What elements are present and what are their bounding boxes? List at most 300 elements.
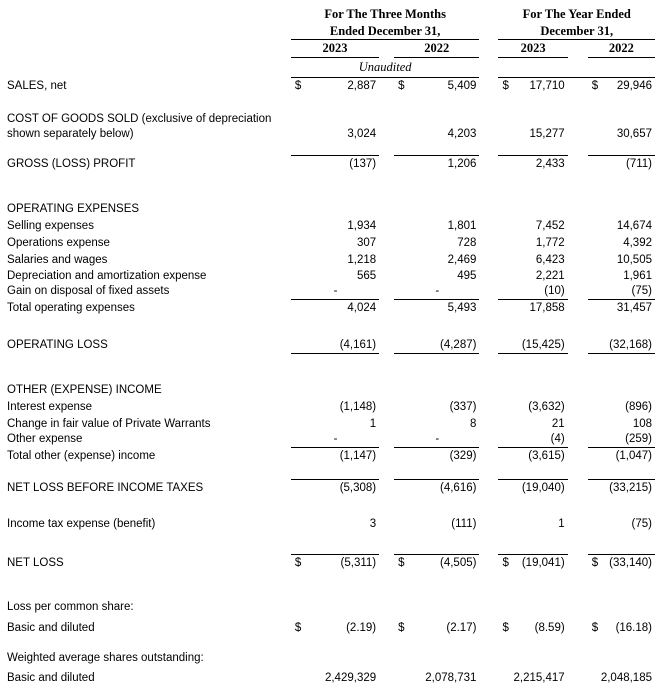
column-gap bbox=[479, 108, 498, 142]
row-label: OTHER (EXPENSE) INCOME bbox=[7, 384, 162, 396]
value-text: 1 bbox=[558, 518, 565, 530]
column-gap bbox=[479, 619, 498, 636]
column-gap bbox=[568, 649, 588, 666]
column-gap bbox=[568, 669, 588, 685]
value-text: 14,674 bbox=[616, 220, 652, 232]
value-text: (1,147) bbox=[339, 450, 377, 462]
column-gap bbox=[479, 284, 498, 299]
column-gap bbox=[479, 155, 498, 172]
column-gap bbox=[379, 447, 394, 464]
value-text: 15,277 bbox=[529, 128, 565, 140]
value-text: 5,493 bbox=[447, 302, 477, 314]
column-gap bbox=[568, 284, 588, 299]
row-label: Salaries and wages bbox=[7, 254, 108, 266]
row-label: Weighted average shares outstanding: bbox=[7, 652, 204, 664]
table-row bbox=[0, 381, 655, 398]
column-gap bbox=[379, 251, 394, 268]
row-label: Selling expenses bbox=[7, 220, 94, 232]
table-row bbox=[0, 217, 655, 234]
column-gap bbox=[568, 155, 588, 172]
value-text: (19,040) bbox=[521, 482, 565, 494]
value-text: 4,392 bbox=[623, 237, 652, 249]
value-text: 8 bbox=[470, 418, 477, 430]
value-text: (711) bbox=[626, 158, 652, 170]
spacer-cell bbox=[0, 142, 655, 155]
column-gap bbox=[568, 336, 588, 353]
table-row bbox=[0, 649, 655, 666]
period-three-months-title-line2: Ended December 31, bbox=[291, 22, 480, 39]
value-text: 10,505 bbox=[616, 254, 652, 266]
column-gap bbox=[568, 251, 588, 268]
value-cell bbox=[394, 155, 479, 172]
column-gap bbox=[479, 398, 498, 415]
column-gap bbox=[379, 284, 394, 299]
table-row bbox=[0, 415, 655, 432]
header-spacer-cell bbox=[0, 57, 291, 77]
column-gap bbox=[379, 479, 394, 496]
value-text: 2,887 bbox=[347, 80, 377, 92]
value-cell bbox=[291, 515, 379, 532]
value-cell bbox=[588, 598, 655, 615]
value-text: (8.59) bbox=[534, 622, 565, 634]
value-text: (111) bbox=[451, 518, 477, 530]
row-label: NET LOSS bbox=[7, 557, 64, 569]
value-text: 1 bbox=[369, 418, 377, 430]
header-spacer-cell bbox=[0, 39, 291, 57]
value-cell bbox=[588, 336, 655, 353]
value-cell bbox=[394, 336, 479, 353]
value-text: 6,423 bbox=[535, 254, 565, 266]
spacer-cell bbox=[0, 172, 655, 200]
value-cell bbox=[394, 479, 479, 496]
value-text: - bbox=[435, 432, 440, 445]
value-text: (33,215) bbox=[609, 482, 652, 494]
value-cell bbox=[394, 669, 479, 685]
currency-symbol: $ bbox=[398, 557, 405, 569]
header-years-row bbox=[0, 39, 655, 57]
value-cell bbox=[588, 479, 655, 496]
column-gap bbox=[568, 217, 588, 234]
value-text: (3,632) bbox=[528, 401, 565, 413]
value-cell bbox=[498, 299, 567, 316]
column-gap bbox=[479, 234, 498, 251]
column-gap bbox=[379, 598, 394, 615]
value-text: (1,148) bbox=[339, 401, 377, 413]
row-label: Operations expense bbox=[7, 237, 110, 249]
column-gap bbox=[379, 669, 394, 685]
row-label: Gain on disposal of fixed assets bbox=[7, 285, 170, 297]
table-row bbox=[0, 234, 655, 251]
value-text: 21 bbox=[551, 418, 565, 430]
row-label: NET LOSS BEFORE INCOME TAXES bbox=[7, 482, 204, 494]
value-cell bbox=[291, 284, 379, 299]
column-gap bbox=[479, 251, 498, 268]
table-row bbox=[0, 268, 655, 284]
row-label: Loss per common share: bbox=[7, 601, 134, 613]
value-cell bbox=[588, 669, 655, 685]
spacer-row bbox=[0, 532, 655, 554]
value-cell bbox=[588, 268, 655, 284]
column-year-q-2023: 2023 bbox=[291, 39, 379, 57]
spacer-row bbox=[0, 316, 655, 336]
column-gap bbox=[568, 415, 588, 432]
currency-symbol: $ bbox=[591, 80, 599, 92]
value-cell bbox=[498, 200, 567, 217]
column-gap bbox=[479, 77, 498, 94]
value-cell bbox=[394, 598, 479, 615]
column-year-fy-2022: 2022 bbox=[588, 39, 655, 57]
value-text: (16.18) bbox=[615, 622, 652, 634]
row-label: Other expense bbox=[7, 433, 83, 445]
spacer-row bbox=[0, 496, 655, 515]
table-row bbox=[0, 284, 655, 299]
column-gap bbox=[568, 515, 588, 532]
column-gap bbox=[379, 432, 394, 447]
statement-header bbox=[0, 0, 655, 77]
value-cell bbox=[588, 251, 655, 268]
spacer-cell bbox=[0, 316, 655, 336]
value-cell bbox=[394, 381, 479, 398]
value-text: (259) bbox=[625, 432, 652, 445]
value-cell bbox=[588, 108, 655, 142]
table-row bbox=[0, 77, 655, 94]
value-text: (329) bbox=[449, 450, 477, 462]
value-text: 495 bbox=[457, 270, 477, 282]
column-gap bbox=[379, 200, 394, 217]
value-cell bbox=[394, 415, 479, 432]
value-text: 4,024 bbox=[347, 302, 377, 314]
currency-symbol: $ bbox=[294, 80, 302, 92]
column-gap bbox=[379, 234, 394, 251]
column-gap bbox=[379, 155, 394, 172]
spacer-row bbox=[0, 172, 655, 200]
column-gap bbox=[568, 234, 588, 251]
table-row bbox=[0, 669, 655, 685]
value-cell bbox=[498, 515, 567, 532]
currency-symbol: $ bbox=[502, 622, 509, 634]
value-cell bbox=[588, 299, 655, 316]
year-group-rule bbox=[498, 57, 655, 77]
value-text: 4,203 bbox=[447, 128, 477, 140]
value-text: 31,457 bbox=[616, 302, 652, 314]
column-gap bbox=[479, 22, 498, 39]
column-gap bbox=[379, 108, 394, 142]
table-row bbox=[0, 515, 655, 532]
table-row bbox=[0, 447, 655, 464]
value-text: 2,078,731 bbox=[425, 672, 477, 684]
value-text: (19,041) bbox=[521, 557, 565, 569]
value-text: 1,772 bbox=[535, 237, 565, 249]
value-text: (5,308) bbox=[339, 482, 377, 494]
column-gap bbox=[568, 398, 588, 415]
value-text: (2.19) bbox=[346, 622, 377, 634]
period-year-title-line1: For The Year Ended bbox=[522, 7, 631, 21]
spacer-cell bbox=[0, 496, 655, 515]
value-text: 565 bbox=[356, 270, 377, 282]
spacer-cell bbox=[0, 94, 655, 108]
value-text: 2,221 bbox=[535, 270, 565, 282]
value-cell bbox=[498, 415, 567, 432]
value-text: 1,206 bbox=[447, 158, 477, 170]
value-text: 108 bbox=[632, 418, 652, 430]
value-cell bbox=[498, 554, 567, 571]
column-gap bbox=[568, 432, 588, 447]
value-cell bbox=[588, 649, 655, 666]
column-gap bbox=[479, 432, 498, 447]
value-cell bbox=[588, 554, 655, 571]
row-label: Basic and diluted bbox=[7, 672, 95, 684]
value-cell bbox=[588, 398, 655, 415]
column-gap bbox=[479, 554, 498, 571]
value-cell bbox=[291, 479, 379, 496]
value-text: (896) bbox=[625, 401, 652, 413]
value-cell bbox=[588, 381, 655, 398]
value-text: (137) bbox=[349, 158, 377, 170]
value-cell bbox=[291, 155, 379, 172]
column-year-q-2022: 2022 bbox=[394, 39, 479, 57]
value-cell bbox=[498, 251, 567, 268]
value-text: 17,710 bbox=[529, 80, 565, 92]
value-cell bbox=[588, 77, 655, 94]
value-cell bbox=[394, 251, 479, 268]
row-label: Income tax expense (benefit) bbox=[7, 518, 156, 530]
value-cell bbox=[498, 398, 567, 415]
spacer-row bbox=[0, 353, 655, 381]
period-year-title-line2: December 31, bbox=[498, 22, 655, 39]
value-cell bbox=[291, 234, 379, 251]
value-cell bbox=[291, 619, 379, 636]
value-text: 728 bbox=[457, 237, 477, 249]
table-row bbox=[0, 598, 655, 615]
column-year-fy-2023: 2023 bbox=[498, 39, 567, 57]
value-text: 2,429,329 bbox=[324, 672, 377, 684]
column-gap bbox=[479, 57, 498, 77]
value-cell bbox=[498, 336, 567, 353]
value-text: - bbox=[333, 284, 338, 297]
value-text: 2,469 bbox=[447, 254, 477, 266]
row-label: OPERATING EXPENSES bbox=[7, 203, 140, 215]
value-cell bbox=[394, 649, 479, 666]
value-cell bbox=[588, 155, 655, 172]
value-cell bbox=[498, 598, 567, 615]
value-cell bbox=[291, 217, 379, 234]
unaudited-label: Unaudited bbox=[291, 57, 480, 77]
header-spacer-cell bbox=[0, 22, 291, 39]
column-gap bbox=[379, 299, 394, 316]
value-text: (33,140) bbox=[609, 557, 652, 569]
value-text: 3 bbox=[369, 518, 377, 530]
currency-symbol: $ bbox=[398, 80, 405, 92]
value-text: (5,311) bbox=[340, 557, 377, 569]
value-cell bbox=[588, 200, 655, 217]
value-cell bbox=[498, 284, 567, 299]
value-text: 5,409 bbox=[447, 80, 477, 92]
value-text: (4,287) bbox=[440, 338, 477, 351]
header-spacer-cell bbox=[0, 0, 291, 22]
value-cell bbox=[498, 234, 567, 251]
value-cell bbox=[498, 619, 567, 636]
column-gap bbox=[379, 515, 394, 532]
column-gap bbox=[568, 268, 588, 284]
column-gap bbox=[568, 108, 588, 142]
value-cell bbox=[291, 649, 379, 666]
column-gap bbox=[568, 39, 588, 57]
currency-symbol: $ bbox=[502, 80, 509, 92]
value-cell bbox=[588, 284, 655, 299]
column-gap bbox=[379, 649, 394, 666]
value-cell bbox=[498, 381, 567, 398]
value-cell bbox=[498, 108, 567, 142]
value-text: 30,657 bbox=[616, 128, 652, 140]
value-text: - bbox=[333, 432, 338, 445]
period-three-months-title-line1: For The Three Months bbox=[324, 7, 446, 21]
value-cell bbox=[291, 398, 379, 415]
value-cell bbox=[394, 619, 479, 636]
column-gap bbox=[479, 598, 498, 615]
value-text: (10) bbox=[544, 284, 565, 297]
value-cell bbox=[498, 479, 567, 496]
value-text: (337) bbox=[449, 401, 477, 413]
value-cell bbox=[394, 108, 479, 142]
table-row bbox=[0, 336, 655, 353]
value-cell bbox=[498, 432, 567, 447]
value-cell bbox=[394, 268, 479, 284]
table-row bbox=[0, 479, 655, 496]
column-gap bbox=[568, 619, 588, 636]
value-text: 3,024 bbox=[347, 128, 377, 140]
column-gap bbox=[479, 200, 498, 217]
table-row bbox=[0, 554, 655, 571]
value-cell bbox=[588, 447, 655, 464]
row-label: Interest expense bbox=[7, 401, 93, 413]
column-gap bbox=[568, 381, 588, 398]
value-cell bbox=[291, 77, 379, 94]
value-cell bbox=[394, 217, 479, 234]
value-cell bbox=[394, 515, 479, 532]
value-text: (1,047) bbox=[615, 450, 652, 462]
value-cell bbox=[291, 299, 379, 316]
value-cell bbox=[291, 108, 379, 142]
value-text: 7,452 bbox=[535, 220, 565, 232]
statement-body bbox=[0, 77, 655, 685]
spacer-cell bbox=[0, 571, 655, 598]
value-cell bbox=[394, 398, 479, 415]
column-gap bbox=[479, 515, 498, 532]
row-label: GROSS (LOSS) PROFIT bbox=[7, 158, 136, 170]
column-gap bbox=[479, 415, 498, 432]
row-label: Total operating expenses bbox=[7, 302, 135, 314]
value-text: 1,961 bbox=[623, 270, 652, 282]
value-text: (4,505) bbox=[440, 557, 477, 569]
currency-symbol: $ bbox=[591, 622, 599, 634]
row-label: OPERATING LOSS bbox=[7, 339, 108, 351]
value-text: 1,218 bbox=[347, 254, 377, 266]
currency-symbol: $ bbox=[591, 557, 599, 569]
value-text: 1,934 bbox=[347, 220, 377, 232]
value-cell bbox=[498, 669, 567, 685]
value-cell bbox=[588, 415, 655, 432]
header-period-row-1 bbox=[0, 0, 655, 22]
column-gap bbox=[379, 398, 394, 415]
value-cell bbox=[498, 217, 567, 234]
spacer-cell bbox=[0, 353, 655, 381]
table-row bbox=[0, 398, 655, 415]
column-gap bbox=[479, 0, 498, 22]
column-gap bbox=[568, 447, 588, 464]
column-gap bbox=[379, 554, 394, 571]
table-row bbox=[0, 155, 655, 172]
table-row bbox=[0, 299, 655, 316]
spacer-row bbox=[0, 142, 655, 155]
value-text: (4,616) bbox=[440, 482, 477, 494]
column-gap bbox=[479, 381, 498, 398]
value-cell bbox=[588, 619, 655, 636]
value-cell bbox=[291, 432, 379, 447]
column-gap bbox=[379, 381, 394, 398]
column-gap bbox=[379, 415, 394, 432]
value-text: 1,801 bbox=[447, 220, 477, 232]
column-gap bbox=[568, 598, 588, 615]
value-cell bbox=[588, 515, 655, 532]
column-gap bbox=[568, 200, 588, 217]
spacer-row bbox=[0, 464, 655, 479]
column-gap bbox=[568, 554, 588, 571]
value-cell bbox=[291, 381, 379, 398]
currency-symbol: $ bbox=[294, 557, 302, 569]
column-gap bbox=[479, 669, 498, 685]
value-cell bbox=[291, 669, 379, 685]
table-row bbox=[0, 432, 655, 447]
value-text: (4,161) bbox=[339, 338, 377, 351]
value-cell bbox=[291, 415, 379, 432]
value-text: - bbox=[435, 284, 440, 297]
column-gap bbox=[379, 619, 394, 636]
value-cell bbox=[394, 200, 479, 217]
row-label: COST OF GOODS SOLD (exclusive of depreciation shown separately below) bbox=[7, 113, 272, 140]
value-cell bbox=[498, 155, 567, 172]
currency-symbol: $ bbox=[398, 622, 405, 634]
currency-symbol: $ bbox=[502, 557, 509, 569]
spacer-row bbox=[0, 94, 655, 108]
value-text: (2.17) bbox=[446, 622, 477, 634]
value-cell bbox=[291, 268, 379, 284]
column-gap bbox=[379, 336, 394, 353]
value-text: 307 bbox=[356, 237, 377, 249]
column-gap bbox=[568, 299, 588, 316]
table-row bbox=[0, 200, 655, 217]
value-cell bbox=[291, 336, 379, 353]
value-cell bbox=[291, 447, 379, 464]
row-label: Total other (expense) income bbox=[7, 450, 156, 462]
table-row bbox=[0, 619, 655, 636]
unaudited-row bbox=[0, 57, 655, 77]
column-gap bbox=[479, 649, 498, 666]
table-row bbox=[0, 108, 655, 142]
value-text: 17,858 bbox=[529, 302, 565, 314]
value-cell bbox=[394, 432, 479, 447]
value-cell bbox=[291, 598, 379, 615]
spacer-cell bbox=[0, 636, 655, 649]
value-text: (75) bbox=[631, 284, 652, 297]
value-text: 2,215,417 bbox=[513, 672, 565, 684]
value-text: 2,433 bbox=[535, 158, 565, 170]
value-text: (15,425) bbox=[521, 338, 565, 351]
value-text: (75) bbox=[631, 518, 652, 530]
column-gap bbox=[479, 447, 498, 464]
row-label: Basic and diluted bbox=[7, 622, 95, 634]
value-text: (3,615) bbox=[528, 450, 565, 462]
row-label: Change in fair value of Private Warrants bbox=[7, 418, 211, 430]
